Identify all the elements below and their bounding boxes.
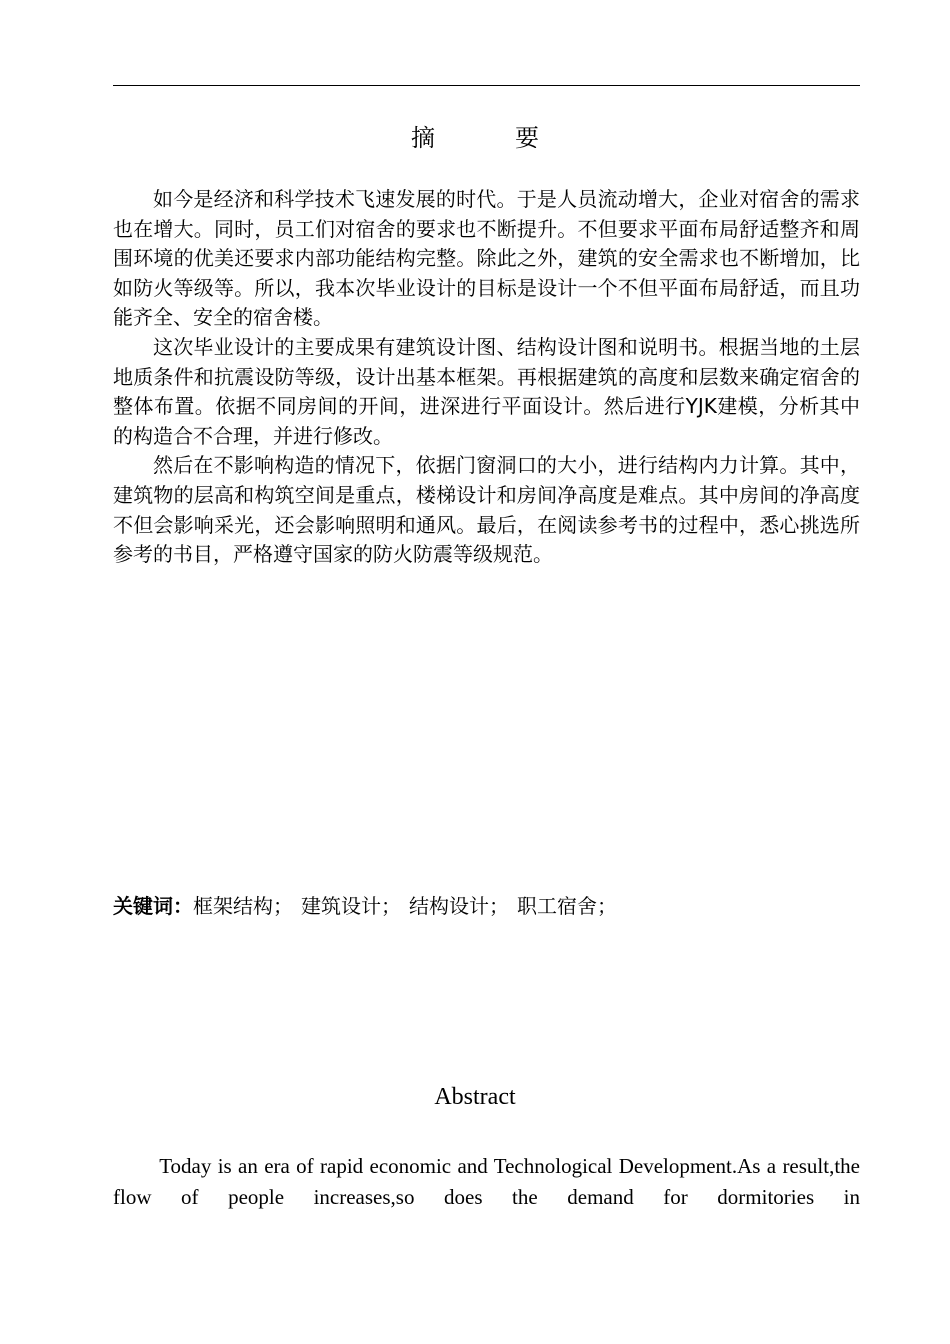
- chinese-paragraph-2: 这次毕业设计的主要成果有建筑设计图、结构设计图和说明书。根据当地的土层地质条件和抗震设防等级，设计出基本框架。再根据建筑的高度和层数来确定宿舍的整体布置。依据不同房间的开间，进深进行平面设计。然后进行YJK建模，分析其中的构造合不合理，并进行修改。: [113, 334, 860, 448]
- chinese-paragraph-1: 如今是经济和科学技术飞速发展的时代。于是人员流动增大，企业对宿舍的需求也在增大。同时，员工们对宿舍的要求也不断提升。不但要求平面布局舒适整齐和周围环境的优美还要求内部功能结构完整。除此之外，建筑的安全需求也不断增加，比如防火等级等。所以，我本次毕业设计的目标是设计一个不但平面布局舒适，而且功能齐全、安全的宿舍楼。: [113, 187, 860, 330]
- chinese-abstract-body: [113, 185, 860, 570]
- chinese-paragraph-3: 然后在不影响构造的情况下，依据门窗洞口的大小，进行结构内力计算。其中，建筑物的层高和构筑空间是重点，楼梯设计和房间净高度是难点。其中房间的净高度不但会影响采光，还会影响照明和通风。最后，在阅读参考书的过程中，悉心挑选所参考的书目，严格遵守国家的防火防震等级规范。: [113, 453, 860, 567]
- chinese-abstract-title: 摘 要: [411, 124, 567, 152]
- keyword-item: 框架结构；: [193, 894, 293, 918]
- header-rule: [113, 85, 860, 86]
- keyword-item: 结构设计；: [409, 894, 509, 918]
- keywords-line: [113, 891, 860, 921]
- english-abstract-paragraph: Today is an era of rapid economic and Technological Development.As a result,the flow of people increases,so does the demand for dormitories in: [113, 1154, 860, 1209]
- keyword-item: 职工宿舍；: [517, 894, 617, 918]
- keyword-item: 建筑设计；: [301, 894, 401, 918]
- keywords-label: 关键词：: [113, 894, 193, 918]
- english-abstract-title: Abstract: [434, 1084, 516, 1110]
